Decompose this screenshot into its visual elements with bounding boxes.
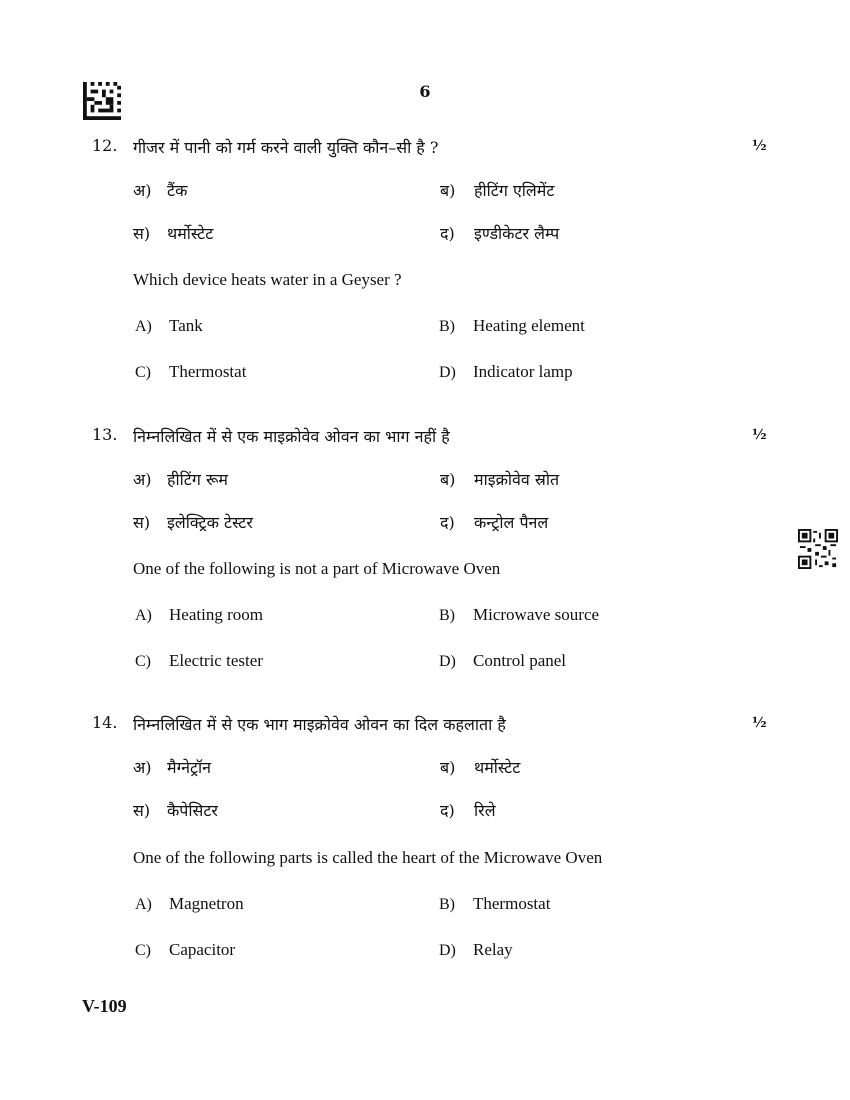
option-english-b: B) Heating element <box>439 316 585 335</box>
option-english-d: D) Relay <box>439 940 513 959</box>
option-english-c: C) Capacitor <box>135 940 236 959</box>
option-hindi-d: द) रिले <box>440 801 496 820</box>
option-hindi-b: ब) हीटिंग एलिमेंट <box>440 181 555 200</box>
question-text-hindi: निम्नलिखित में से एक भाग माइक्रोवेव ओवन का दिल कहलाता है <box>133 715 506 734</box>
question-text-english: One of the following is not a part of Microwave Oven <box>133 559 501 578</box>
question-text-english: Which device heats water in a Geyser ? <box>133 270 402 289</box>
option-hindi-b: ब) थर्मोस्टेट <box>440 758 521 777</box>
option-hindi-c: स) थर्मोस्टेट <box>133 224 214 243</box>
question-text-english: One of the following parts is called the heart of the Microwave Oven <box>133 848 603 867</box>
question-number: 13. <box>92 425 118 444</box>
option-english-d: D) Control panel <box>439 651 567 670</box>
option-hindi-a: अ) मैग्नेट्रॉन <box>133 758 212 777</box>
option-hindi-c: स) कैपेसिटर <box>133 801 218 820</box>
option-hindi-a: अ) टैंक <box>133 181 188 200</box>
question-number: 14. <box>92 713 118 732</box>
option-hindi-b: ब) माइक्रोवेव स्रोत <box>440 470 560 489</box>
option-english-b: B) Microwave source <box>439 605 600 624</box>
question-text-hindi: निम्नलिखित में से एक माइक्रोवेव ओवन का भाग नहीं है <box>133 427 450 446</box>
option-hindi-d: द) इण्डीकेटर लैम्प <box>440 224 560 243</box>
marks: ½ <box>752 427 767 443</box>
question-number: 12. <box>92 136 118 155</box>
option-hindi-a: अ) हीटिंग रूम <box>133 470 228 489</box>
question-text-hindi: गीजर में पानी को गर्म करने वाली युक्ति कौन–सी है ? <box>133 138 439 157</box>
paper-code: V-109 <box>82 996 127 1016</box>
option-english-a: A) Magnetron <box>135 894 244 913</box>
option-english-c: C) Thermostat <box>135 362 247 381</box>
qr-code-icon <box>798 528 838 570</box>
option-english-a: A) Heating room <box>135 605 263 624</box>
marks: ½ <box>752 138 767 154</box>
option-english-b: B) Thermostat <box>439 894 551 913</box>
option-hindi-d: द) कन्ट्रोल पैनल <box>440 513 549 532</box>
option-english-a: A) Tank <box>135 316 203 335</box>
option-english-c: C) Electric tester <box>135 651 263 670</box>
marks: ½ <box>752 715 767 731</box>
option-hindi-c: स) इलेक्ट्रिक टेस्टर <box>133 513 253 532</box>
page-number: 6 <box>419 82 431 101</box>
option-english-d: D) Indicator lamp <box>439 362 573 381</box>
